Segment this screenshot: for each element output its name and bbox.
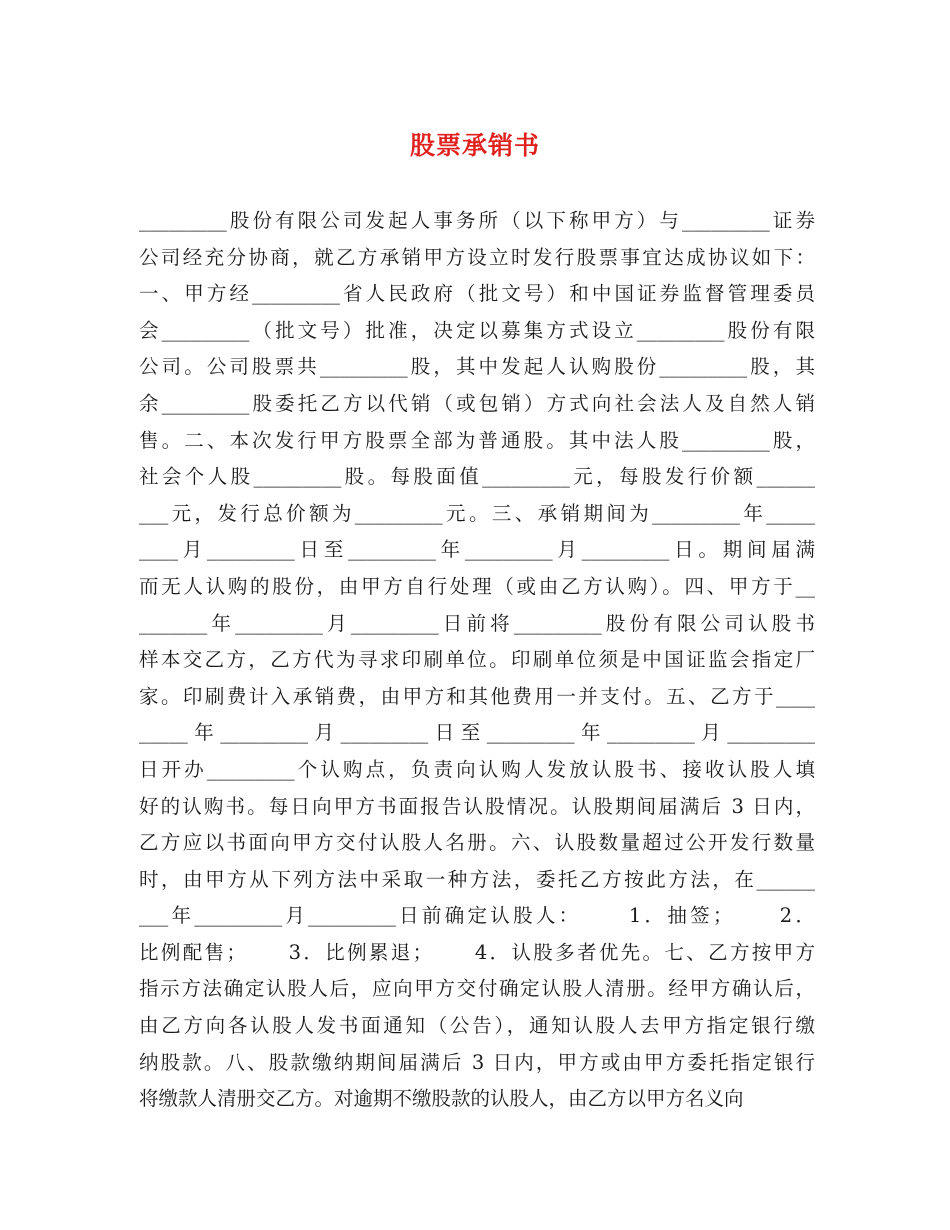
body-line: 会_________（批文号）批准，决定以募集方式设立_________股份有限	[139, 318, 815, 342]
body-line: 时，由甲方从下列方法中采取一种方法，委托乙方按此方法，在______	[139, 867, 815, 891]
body-line: 余_________股委托乙方以代销（或包销）方式向社会法人及自然人销	[139, 391, 815, 415]
body-line: 而无人认购的股份，由甲方自行处理（或由乙方认购）。四、甲方于__	[139, 574, 815, 598]
body-line: 日开办_________个认购点，负责向认购人发放认股书、接收认股人填	[139, 757, 815, 781]
body-line: 乙方应以书面向甲方交付认股人名册。六、认股数量超过公开发行数量	[139, 831, 815, 855]
body-line: 社会个人股_________股。每股面值_________元，每股发行价额______	[139, 465, 815, 489]
body-line: 家。印刷费计入承销费，由甲方和其他费用一并支付。五、乙方于____	[139, 684, 815, 708]
body-line: 指示方法确定认股人后，应向甲方交付确定认股人清册。经甲方确认后，	[139, 977, 815, 1001]
body-line: 售。二、本次发行甲方股票全部为普通股。其中法人股_________股，	[139, 428, 815, 452]
body-line: 公司。公司股票共_________股，其中发起人认购股份_________股，其	[139, 355, 815, 379]
body-line: ____月_________日至_________年_________月_________日。期间届满	[139, 538, 815, 562]
body-line: ___年_________月_________日前确定认股人： 1．抽签； 2．	[139, 904, 815, 928]
body-line: 一、甲方经_________省人民政府（批文号）和中国证券监督管理委员	[139, 282, 815, 306]
body-line: _______年_________月_________日前将_________股份有限公司认股书	[139, 611, 815, 635]
body-line: _____年_________月_________日至_________年_________月_________	[139, 721, 816, 745]
body-line: 比例配售； 3．比例累退； 4．认股多者优先。七、乙方按甲方	[139, 940, 815, 964]
body-line: 样本交乙方，乙方代为寻求印刷单位。印刷单位须是中国证监会指定厂	[139, 648, 815, 672]
body-line: 由乙方向各认股人发书面通知（公告），通知认股人去甲方指定银行缴	[139, 1014, 815, 1038]
document-title: 股票承销书	[409, 131, 540, 160]
body-line: 好的认购书。每日向甲方书面报告认股情况。认股期间届满后 3 日内，	[139, 794, 815, 818]
body-line: 纳股款。八、股款缴纳期间届满后 3 日内，甲方或由甲方委托指定银行	[139, 1050, 815, 1074]
body-line: ___元，发行总价额为_________元。三、承销期间为_________年_____	[139, 501, 815, 525]
body-line: _________股份有限公司发起人事务所（以下称甲方）与_________证券	[139, 209, 815, 232]
body-line: 公司经充分协商，就乙方承销甲方设立时发行股票事宜达成协议如下：	[139, 245, 815, 269]
body-line: 将缴款人清册交乙方。对逾期不缴股款的认股人，由乙方以甲方名义向	[139, 1087, 744, 1111]
document-body	[139, 203, 815, 1118]
